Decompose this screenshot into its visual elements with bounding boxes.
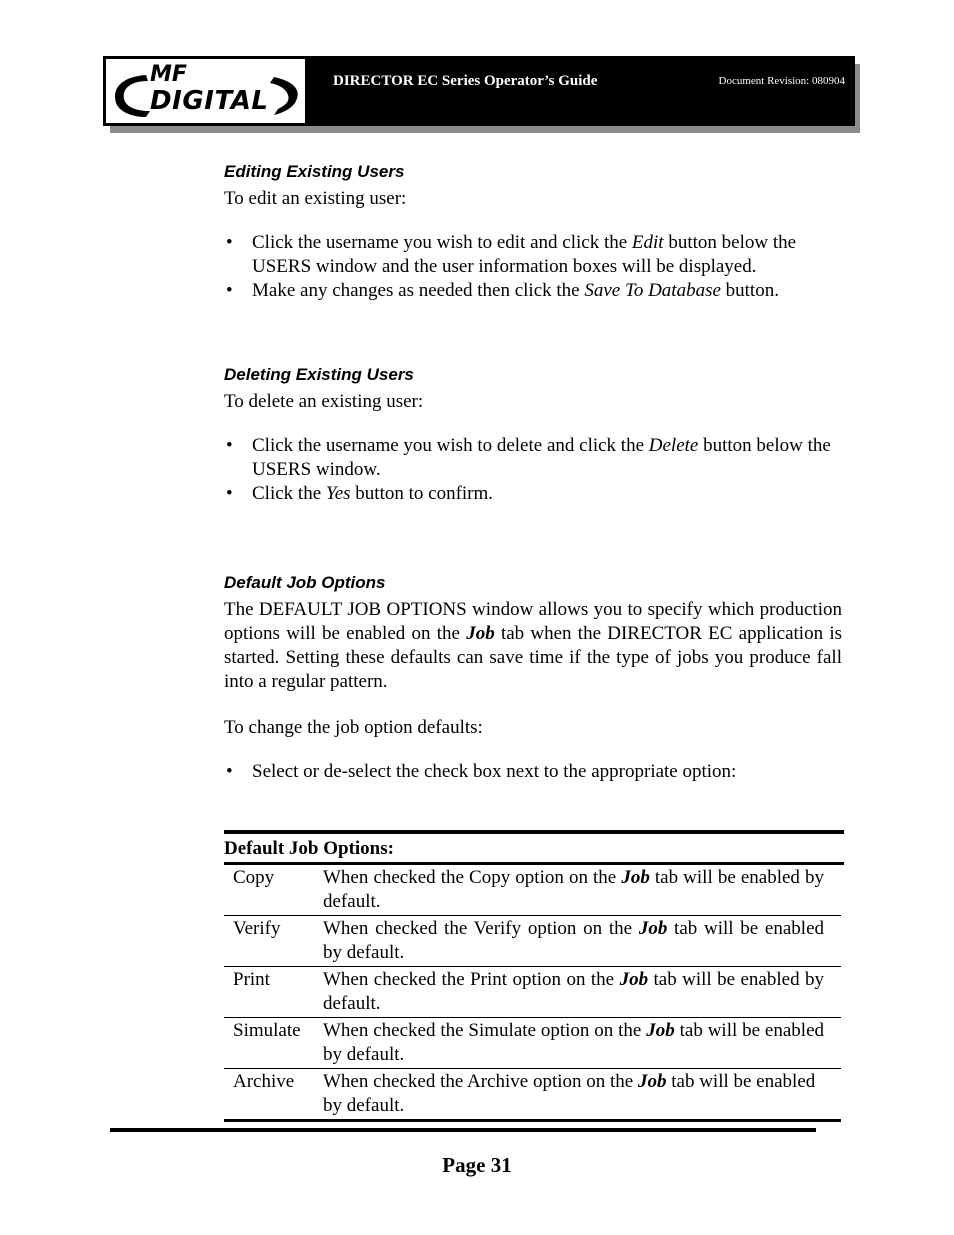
default-job-options-table <box>224 830 844 1122</box>
list-item: • Click the username you wish to edit and click the Edit button below the USERS window and the user information boxes will be displayed. <box>226 232 797 277</box>
option-description: When checked the Print option on the Job tab will be enabled by default. <box>323 969 824 1014</box>
section-heading-deleting: Deleting Existing Users <box>224 365 414 384</box>
svg-text:MF: MF <box>150 62 187 87</box>
option-description: When checked the Copy option on the Job tab will be enabled by default. <box>323 867 824 912</box>
bullet-icon: • <box>226 761 233 782</box>
table-row <box>224 1018 841 1069</box>
logo-mark <box>106 59 305 123</box>
page-header <box>103 56 855 126</box>
table-row <box>224 967 841 1018</box>
option-name: Copy <box>233 867 275 888</box>
bullet-icon: • <box>226 435 233 456</box>
option-description: When checked the Simulate option on the Job tab will be enabled by default. <box>323 1020 824 1065</box>
option-name: Simulate <box>233 1020 301 1041</box>
option-name: Verify <box>233 918 281 939</box>
deleting-intro: To delete an existing user: <box>224 391 424 412</box>
option-description: When checked the Verify option on the Job tab will be enabled by default. <box>323 918 825 963</box>
footer-rule <box>110 1128 816 1132</box>
svg-text:DIGITAL: DIGITAL <box>150 86 268 116</box>
list-item: • Select or de-select the check box next to the appropriate option: <box>226 761 737 782</box>
page-number: Page 31 <box>442 1153 512 1177</box>
table-row <box>224 1069 841 1122</box>
section-heading-editing: Editing Existing Users <box>224 162 405 181</box>
option-name: Print <box>233 969 270 990</box>
list-item: • Make any changes as needed then click the Save To Database button. <box>226 280 779 301</box>
deleting-bullet-list <box>224 434 842 507</box>
defaults-paragraph: The DEFAULT JOB OPTIONS window allows you to specify which production options will be enabled on the Job tab when the DIRECTOR EC application is started. Setting these defaults can save time if the type of jobs you produce fall into a regular pattern. <box>224 599 843 692</box>
table-title: Default Job Options: <box>224 838 394 859</box>
table-row <box>224 916 841 967</box>
mf-digital-logo <box>103 56 308 126</box>
defaults-bullet-list <box>224 760 842 785</box>
editing-intro: To edit an existing user: <box>224 188 407 209</box>
list-item: • Click the Yes button to confirm. <box>226 483 494 504</box>
bullet-icon: • <box>226 483 233 504</box>
document-title: DIRECTOR EC Series Operator’s Guide <box>333 73 598 89</box>
document-revision: Document Revision: 080904 <box>718 75 845 87</box>
option-description: When checked the Archive option on the Job tab will be enabled by default. <box>323 1071 816 1116</box>
table-row <box>224 865 841 916</box>
list-item: • Click the username you wish to delete and click the Delete button below the USERS window. <box>226 435 831 480</box>
bullet-icon: • <box>226 232 233 253</box>
bullet-icon: • <box>226 280 233 301</box>
defaults-intro: To change the job option defaults: <box>224 717 483 738</box>
editing-bullet-list <box>224 231 842 304</box>
option-name: Archive <box>233 1071 295 1092</box>
section-heading-defaults: Default Job Options <box>224 573 386 592</box>
